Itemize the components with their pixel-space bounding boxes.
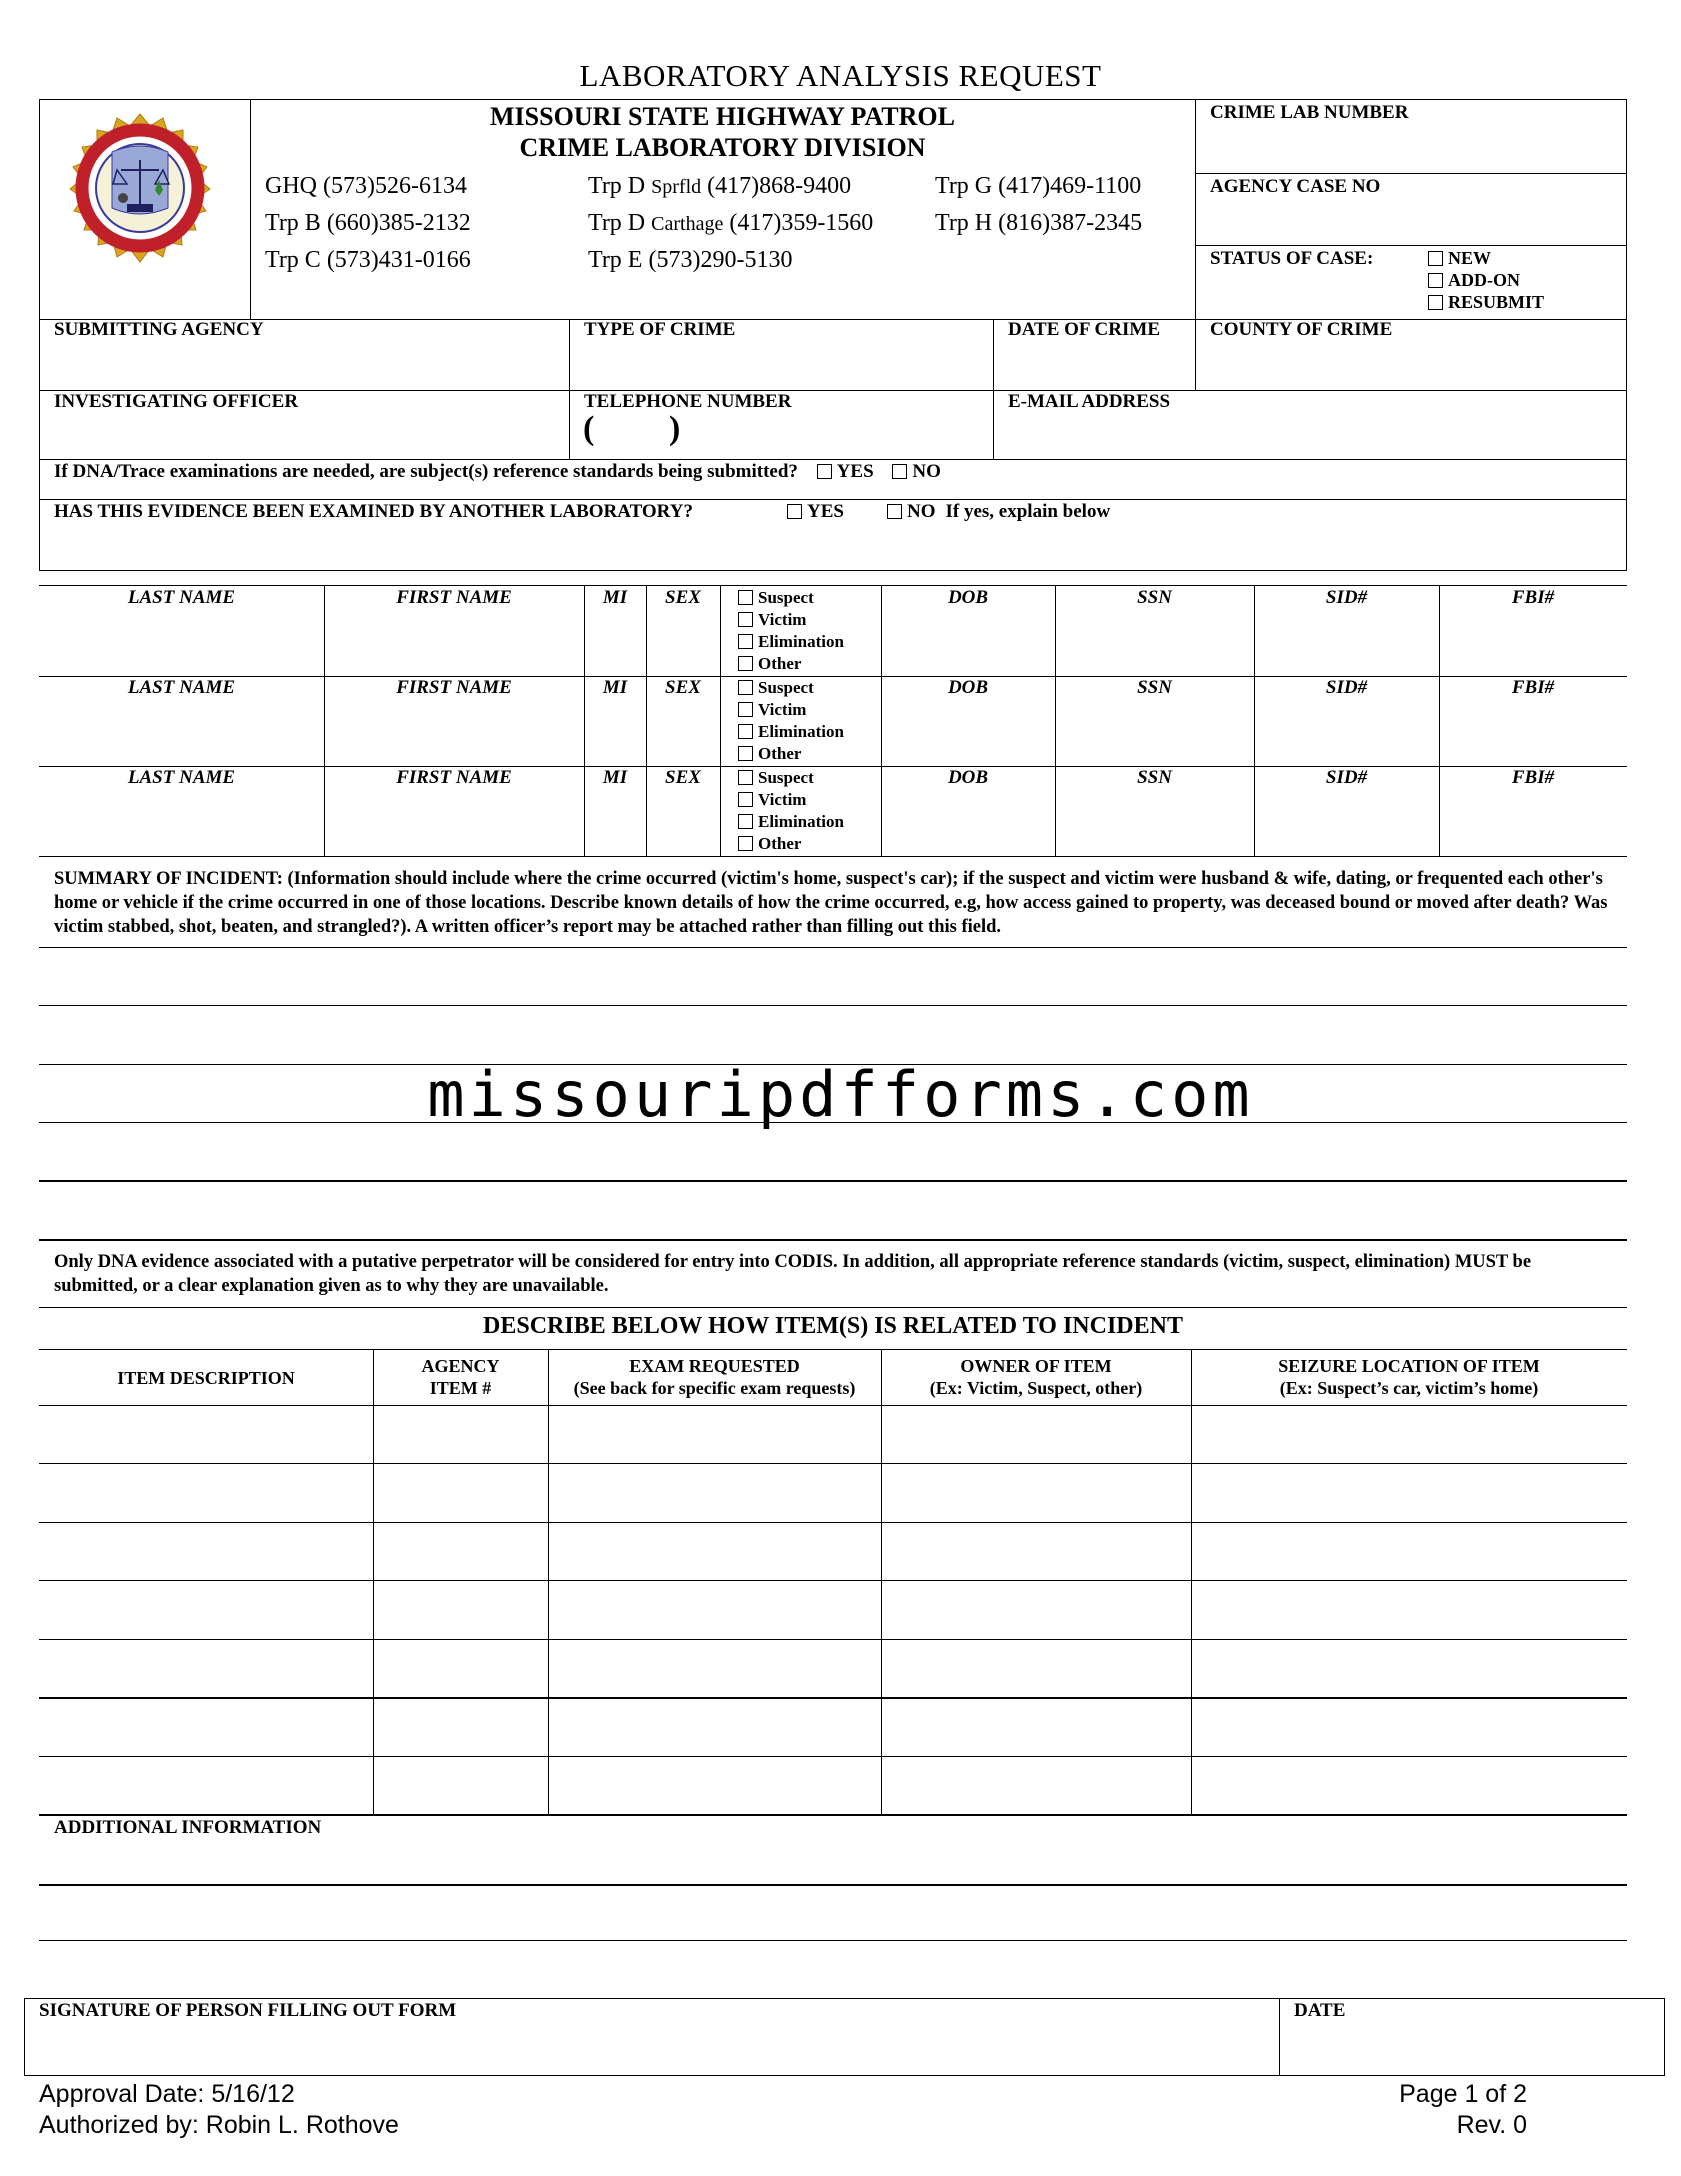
- seizure-location-header: SEIZURE LOCATION OF ITEM (Ex: Suspect’s car, victim’s home): [1278, 1356, 1540, 1398]
- role-elimination-option[interactable]: Elimination: [738, 631, 844, 653]
- role-other-checkbox[interactable]: [738, 746, 753, 761]
- subject-ssn-label: SSN: [1137, 677, 1172, 698]
- date-of-crime-field[interactable]: [994, 342, 1194, 388]
- subject-first-name-label: FIRST NAME: [396, 767, 512, 788]
- role-victim-option[interactable]: Victim: [738, 609, 844, 631]
- role-elimination-checkbox[interactable]: [738, 634, 753, 649]
- subject-mi-label: MI: [602, 677, 628, 698]
- phone-trp-g: Trp G (417)469-1100: [935, 173, 1142, 199]
- org-name-line2: CRIME LABORATORY DIVISION: [519, 133, 926, 162]
- role-suspect-option[interactable]: Suspect: [738, 767, 844, 789]
- dna-yes-option[interactable]: YES: [817, 461, 874, 482]
- dna-yes-checkbox[interactable]: [817, 464, 832, 479]
- status-addon-option[interactable]: ADD-ON: [1428, 269, 1544, 291]
- dna-no-option[interactable]: NO: [892, 461, 941, 482]
- subject-fbi-label: FBI#: [1511, 587, 1555, 608]
- form-title: LABORATORY ANALYSIS REQUEST: [579, 58, 1102, 93]
- item-row[interactable]: [40, 1407, 1626, 1462]
- watermark: missouripdfforms.com: [427, 1058, 1254, 1131]
- status-resubmit-checkbox[interactable]: [1428, 295, 1443, 310]
- subject-mi-label: MI: [602, 767, 628, 788]
- county-of-crime-field[interactable]: [1196, 342, 1626, 388]
- phone-trp-e: Trp E (573)290-5130: [588, 247, 793, 273]
- item-row[interactable]: [40, 1641, 1626, 1696]
- additional-information-field[interactable]: [40, 1840, 1626, 1938]
- role-victim-checkbox[interactable]: [738, 612, 753, 627]
- type-of-crime-label: TYPE OF CRIME: [584, 319, 736, 340]
- signature-date-label: DATE: [1294, 2000, 1346, 2021]
- role-suspect-option[interactable]: Suspect: [738, 587, 844, 609]
- subject-sex-label: SEX: [665, 677, 701, 698]
- dna-no-checkbox[interactable]: [892, 464, 907, 479]
- examined-yes-checkbox[interactable]: [787, 504, 802, 519]
- dna-question: If DNA/Trace examinations are needed, are subject(s) reference standards being submitted? YES NO: [54, 461, 941, 482]
- role-suspect-checkbox[interactable]: [738, 770, 753, 785]
- subject-sex-label: SEX: [665, 587, 701, 608]
- role-elimination-option[interactable]: Elimination: [738, 811, 844, 833]
- authorized-by: Authorized by: Robin L. Rothove: [39, 2111, 399, 2139]
- subject-sid-label: SID#: [1325, 677, 1368, 698]
- type-of-crime-field[interactable]: [570, 342, 992, 388]
- examined-yes-option[interactable]: YES: [787, 501, 844, 523]
- role-other-option[interactable]: Other: [738, 833, 844, 855]
- owner-of-item-header: OWNER OF ITEM (Ex: Victim, Suspect, other): [929, 1356, 1143, 1398]
- subject-first-name-label: FIRST NAME: [396, 677, 512, 698]
- role-suspect-checkbox[interactable]: [738, 590, 753, 605]
- subject-last-name-label: LAST NAME: [127, 587, 236, 608]
- date-of-crime-label: DATE OF CRIME: [1008, 319, 1160, 340]
- examined-no-checkbox[interactable]: [887, 504, 902, 519]
- status-resubmit-option[interactable]: RESUBMIT: [1428, 291, 1544, 313]
- agency-case-no-field[interactable]: [1196, 198, 1626, 244]
- submitting-agency-label: SUBMITTING AGENCY: [54, 319, 264, 340]
- crime-lab-number-label: CRIME LAB NUMBER: [1210, 102, 1409, 123]
- subject-dob-label: DOB: [947, 767, 989, 788]
- approval-date: Approval Date: 5/16/12: [39, 2080, 295, 2108]
- subject-sid-label: SID#: [1325, 587, 1368, 608]
- submitting-agency-field[interactable]: [40, 342, 568, 388]
- role-other-checkbox[interactable]: [738, 656, 753, 671]
- subject-sex-label: SEX: [665, 767, 701, 788]
- phone-trp-d-sprfld: Trp D Sprfld (417)868-9400: [588, 173, 852, 199]
- phone-trp-d-carthage: Trp D Carthage (417)359-1560: [588, 210, 874, 236]
- agency-case-no-label: AGENCY CASE NO: [1210, 176, 1381, 197]
- summary-instructions: SUMMARY OF INCIDENT: (Information should include where the crime occurred (victim's home, suspect's car); if the suspect and victim were husband & wife, dating, or frequented each other's home or vehicle if the crime occurred in one of those locations. Describe known details of how the crime occurred, e.g, how access gained to property, was deceased bound or moved after death? Was victim stabbed, shot, beaten, and strangled?). A written officer’s report may be attached rather than filling out this field.: [54, 869, 1608, 937]
- item-row[interactable]: [40, 1699, 1626, 1754]
- org-name-line1: MISSOURI STATE HIGHWAY PATROL: [490, 102, 955, 131]
- signature-field[interactable]: [26, 2024, 1277, 2074]
- subject-last-name-label: LAST NAME: [127, 767, 236, 788]
- additional-information-label: ADDITIONAL INFORMATION: [54, 1817, 322, 1838]
- status-options: [1428, 247, 1544, 313]
- subject-role-options: [738, 677, 844, 765]
- crime-lab-number-field[interactable]: [1196, 124, 1626, 173]
- subject-ssn-label: SSN: [1137, 587, 1172, 608]
- role-suspect-option[interactable]: Suspect: [738, 677, 844, 699]
- subject-fbi-label: FBI#: [1511, 677, 1555, 698]
- telephone-number-field[interactable]: [600, 414, 990, 458]
- subject-dob-label: DOB: [947, 587, 989, 608]
- item-row[interactable]: [40, 1524, 1626, 1579]
- revision: Rev. 0: [1456, 2111, 1527, 2139]
- subject-first-name-label: FIRST NAME: [396, 587, 512, 608]
- examined-explain-field[interactable]: [40, 525, 1626, 569]
- subject-last-name-label: LAST NAME: [127, 677, 236, 698]
- subject-role-options: [738, 767, 844, 855]
- status-of-case-label: STATUS OF CASE:: [1210, 248, 1374, 269]
- subject-dob-label: DOB: [947, 677, 989, 698]
- item-row[interactable]: [40, 1758, 1626, 1813]
- subject-sid-label: SID#: [1325, 767, 1368, 788]
- role-victim-checkbox[interactable]: [738, 792, 753, 807]
- agency-item-header: AGENCY ITEM #: [421, 1356, 500, 1398]
- phone-ghq: GHQ (573)526-6134: [265, 173, 467, 199]
- email-address-label: E-MAIL ADDRESS: [1008, 391, 1171, 412]
- role-elimination-checkbox[interactable]: [738, 724, 753, 739]
- role-victim-option[interactable]: Victim: [738, 789, 844, 811]
- subject-role-options: [738, 587, 844, 675]
- role-elimination-checkbox[interactable]: [738, 814, 753, 829]
- item-row[interactable]: [40, 1465, 1626, 1520]
- role-victim-option[interactable]: Victim: [738, 699, 844, 721]
- status-addon-checkbox[interactable]: [1428, 273, 1443, 288]
- telephone-number-label: TELEPHONE NUMBER: [584, 391, 792, 412]
- exam-requested-header: EXAM REQUESTED (See back for specific exam requests): [573, 1356, 856, 1398]
- email-address-field[interactable]: [994, 414, 1626, 458]
- signature-date-field[interactable]: [1281, 2024, 1663, 2074]
- phone-paren-open: (: [583, 410, 595, 447]
- role-other-checkbox[interactable]: [738, 836, 753, 851]
- examined-question: HAS THIS EVIDENCE BEEN EXAMINED BY ANOTHER LABORATORY?: [54, 501, 693, 522]
- items-heading: DESCRIBE BELOW HOW ITEM(S) IS RELATED TO INCIDENT: [483, 1313, 1183, 1339]
- phone-paren-close: ): [669, 410, 681, 447]
- role-other-option[interactable]: Other: [738, 653, 844, 675]
- investigating-officer-field[interactable]: [40, 414, 568, 458]
- seal-logo: [57, 112, 223, 278]
- subject-ssn-label: SSN: [1137, 767, 1172, 788]
- role-suspect-checkbox[interactable]: [738, 680, 753, 695]
- subject-fbi-label: FBI#: [1511, 767, 1555, 788]
- item-row[interactable]: [40, 1582, 1626, 1637]
- item-description-header: ITEM DESCRIPTION: [117, 1368, 295, 1388]
- codis-note: Only DNA evidence associated with a putative perpetrator will be considered for entry into CODIS. In addition, all appropriate reference standards (victim, suspect, elimination) MUST be submitted, or a clear explanation given as to why they are unavailable.: [54, 1252, 1532, 1296]
- role-elimination-option[interactable]: Elimination: [738, 721, 844, 743]
- phone-trp-c: Trp C (573)431-0166: [265, 247, 471, 273]
- status-new-checkbox[interactable]: [1428, 251, 1443, 266]
- page-number: Page 1 of 2: [1399, 2080, 1527, 2108]
- investigating-officer-label: INVESTIGATING OFFICER: [54, 391, 299, 412]
- role-other-option[interactable]: Other: [738, 743, 844, 765]
- signature-label: SIGNATURE OF PERSON FILLING OUT FORM: [39, 2000, 457, 2021]
- phone-trp-b: Trp B (660)385-2132: [265, 210, 471, 236]
- examined-no-option[interactable]: NO If yes, explain below: [887, 501, 1110, 523]
- status-new-option[interactable]: NEW: [1428, 247, 1544, 269]
- phone-trp-h: Trp H (816)387-2345: [935, 210, 1143, 236]
- county-of-crime-label: COUNTY OF CRIME: [1210, 319, 1393, 340]
- subject-mi-label: MI: [602, 587, 628, 608]
- role-victim-checkbox[interactable]: [738, 702, 753, 717]
